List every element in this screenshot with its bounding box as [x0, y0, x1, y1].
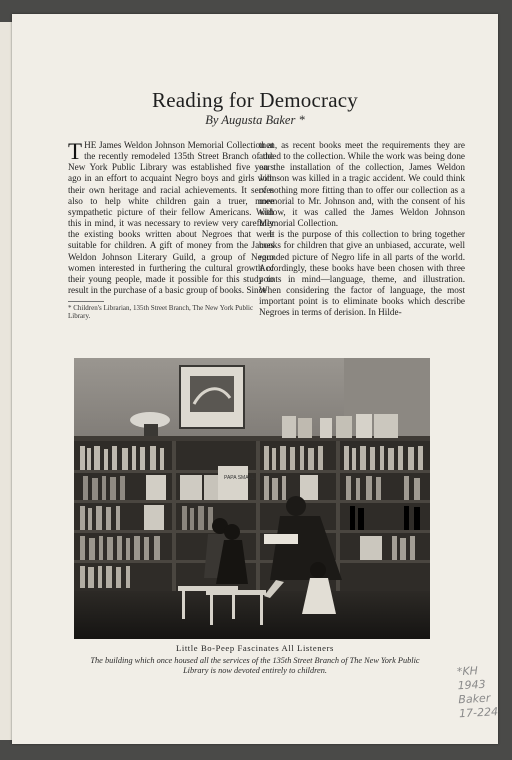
- handwritten-line: Baker: [458, 691, 491, 707]
- handwritten-line: 1943: [457, 677, 486, 693]
- footnote-rule: [68, 301, 104, 302]
- drop-cap: T: [68, 139, 83, 164]
- shelf-book-label: PAPA SMALL: [224, 475, 255, 481]
- footnote: * Children's Librarian, 135th Street Branch, The New York Public Library.: [68, 304, 254, 321]
- display-book: [298, 418, 312, 438]
- document-page: [12, 14, 498, 744]
- library-photograph: [74, 358, 430, 639]
- display-book: [374, 414, 398, 438]
- photo-illustration: [74, 358, 430, 639]
- floor: [74, 588, 430, 639]
- figure-caption-title: Little Bo-Peep Fascinates All Listeners: [175, 643, 334, 653]
- right-paragraph-2: It is the purpose of this collection to bring together books for children that give an unbiased, accurate, well rounded picture of Negro life in all parts of the world. Accordingly, these books have been chosen with three points in mind—language, theme, and illustration. When considering the factor of language, the most important point is to eliminate books which describe Negroes in terms of derision. In Hilde-: [259, 229, 465, 318]
- article-title: Reading for Democracy: [152, 88, 358, 112]
- left-paragraph-text: HE James Weldon Johnson Memorial Collection at the recently remodeled 135th Street Branch of the New York Public Library was established five years ago in an effort to acquaint Negro boys and girls with their own heritage and racial achievements. It serves also to help white children gain a truer, more sympathetic picture of their fellow Americans. With this in mind, it was necessary to review very carefully the existing books written about Negroes that were suitable for children. A gift of money from the James Weldon Johnson Literary Guild, a group of Negro women interested in furthering the cultural growth of their young people, made it possible for this study to result in the purchase of a basic group of books. Since: [68, 140, 274, 296]
- display-book: [356, 414, 372, 438]
- right-text-column: [259, 140, 465, 319]
- display-book: [336, 416, 352, 438]
- left-paragraph: [68, 140, 274, 296]
- display-book: [282, 416, 296, 438]
- left-text-column: [68, 140, 274, 321]
- display-book: [320, 418, 332, 438]
- right-paragraph-1: then, as recent books meet the requirements they are added to the collection. While the work was being done on the installation of the collection, James Weldon Johnson was killed in a tragic accident. We could think of nothing more fitting than to offer our collection as a memorial to Mr. Johnson and, with the consent of his widow, it was called the James Weldon Johnson Memorial Collection.: [259, 140, 465, 229]
- open-book: [264, 534, 298, 544]
- article-byline: By Augusta Baker *: [205, 113, 305, 127]
- handwritten-line: 17-224: [458, 705, 499, 721]
- handwritten-annotation: [457, 663, 508, 721]
- vase: [144, 424, 158, 436]
- figure-caption: The building which once housed all the services of the 135th Street Branch of The New York Public Library is now devoted entirely to children.: [90, 656, 420, 675]
- handwritten-line: *KH: [456, 664, 479, 679]
